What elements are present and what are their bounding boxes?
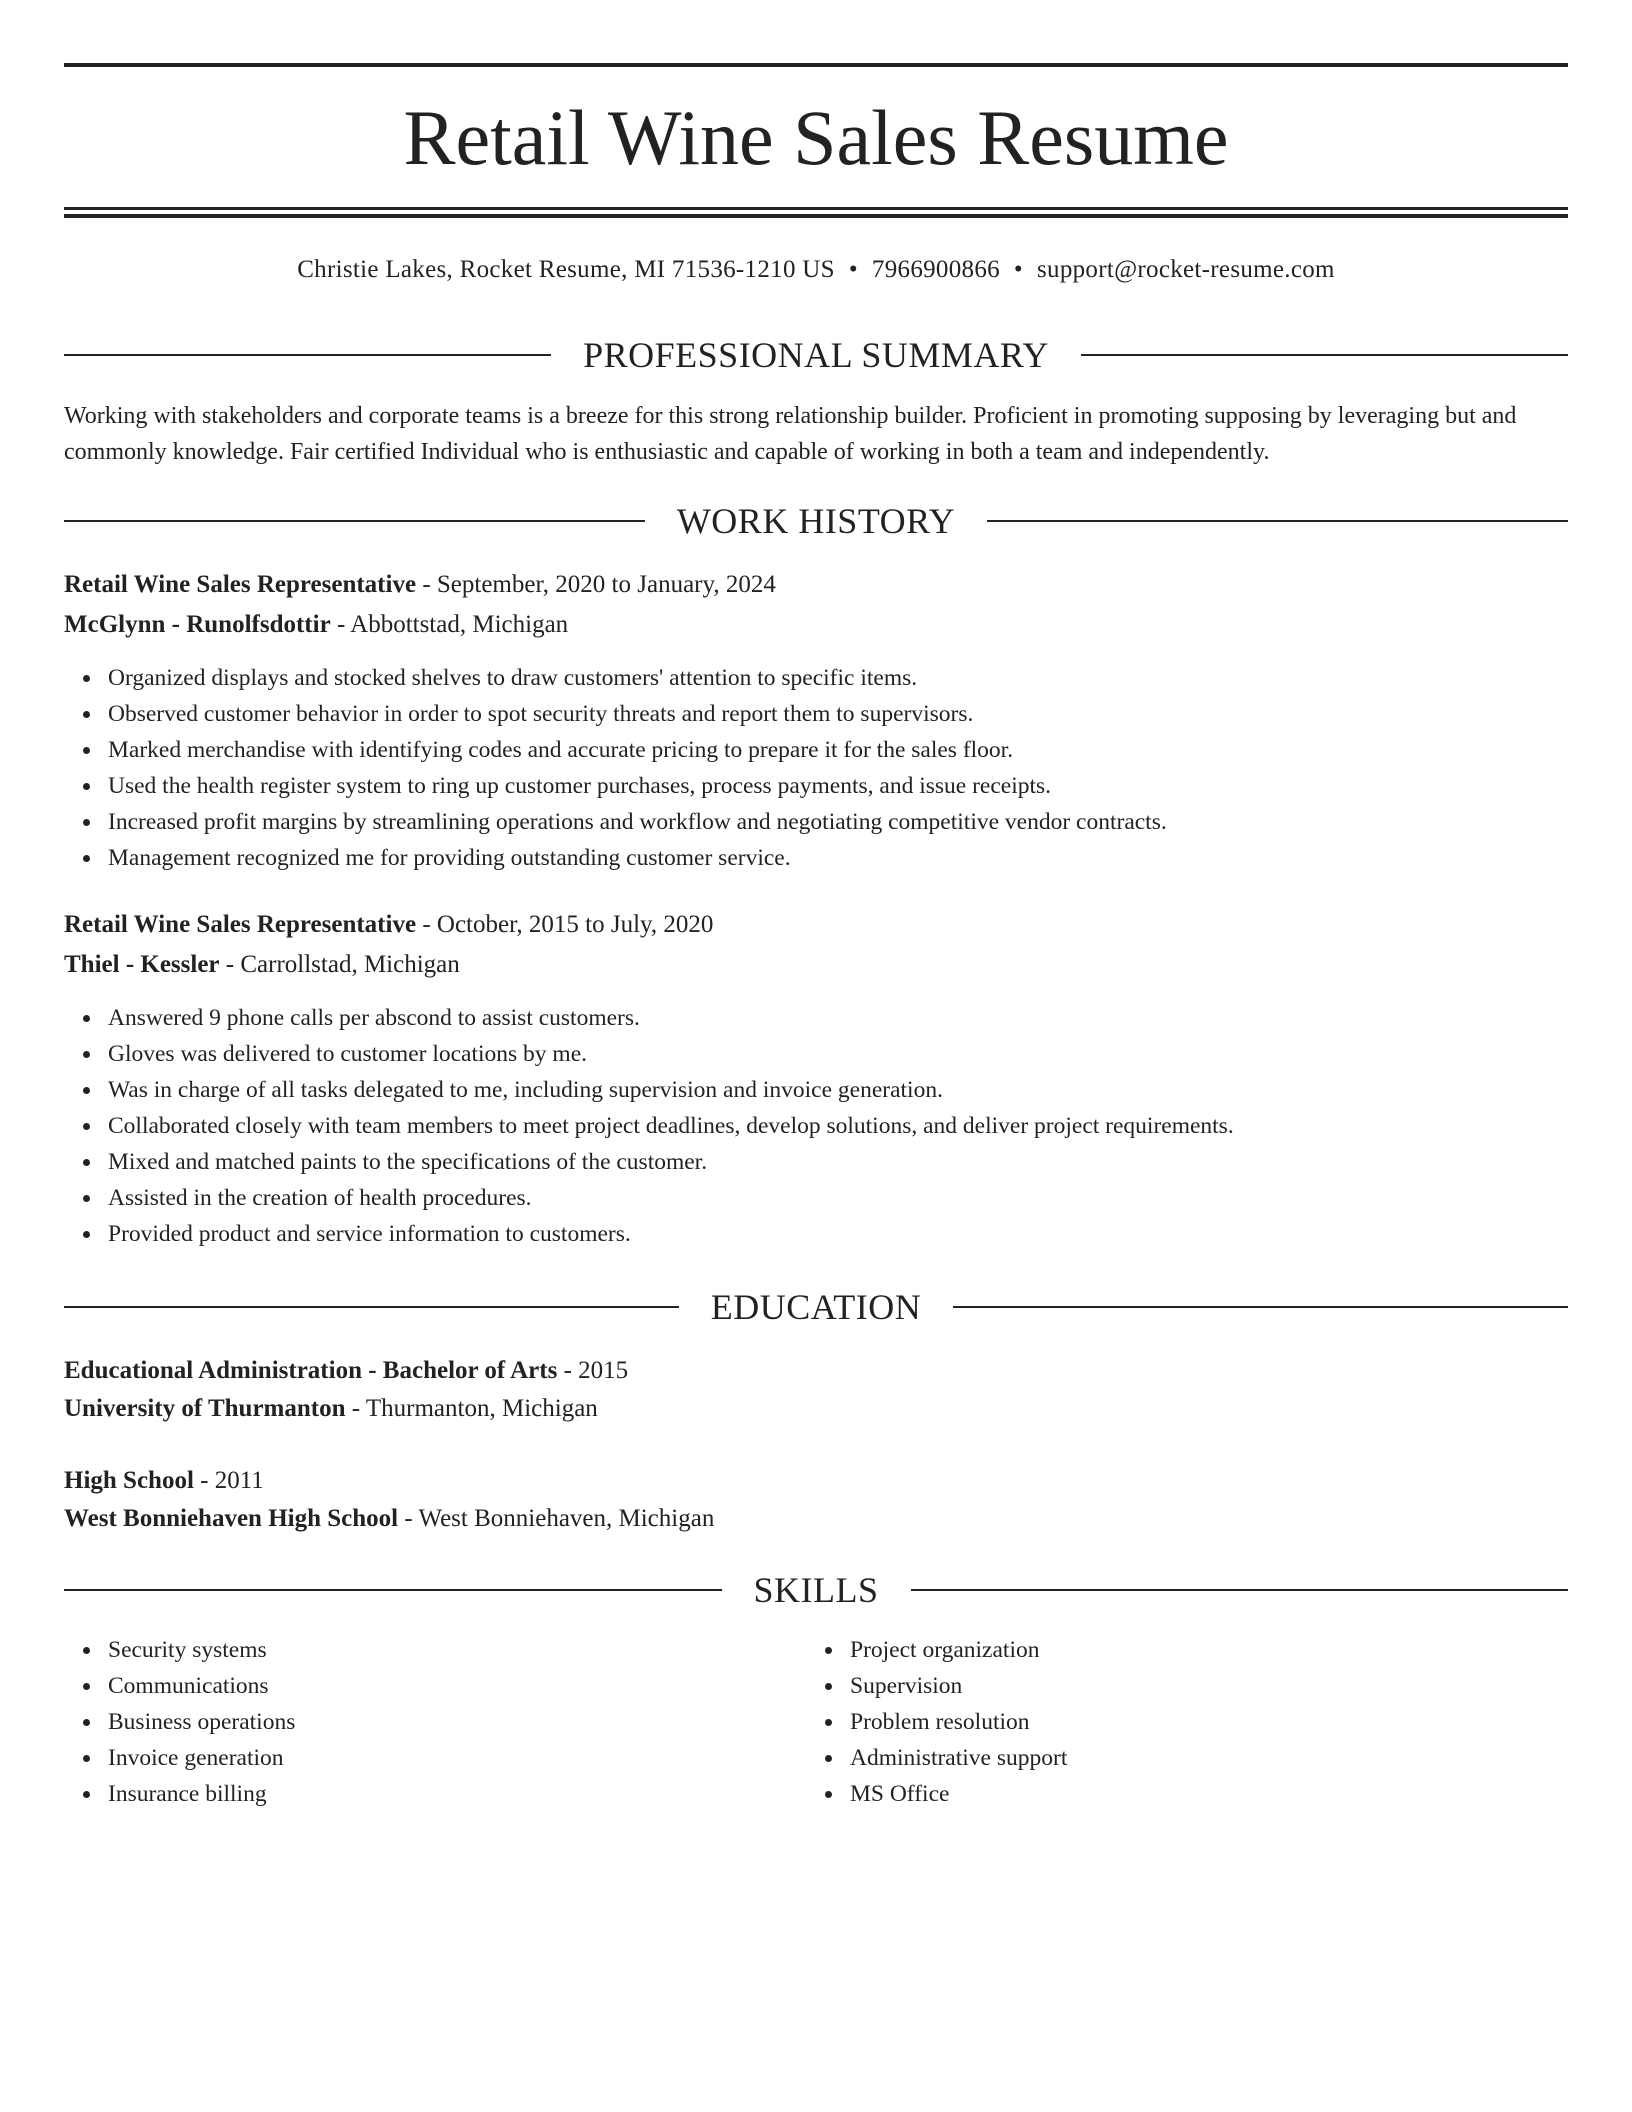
education-degree-line — [64, 1352, 628, 1390]
skill-item: Business operations — [108, 1704, 295, 1740]
contact-email: support@rocket-resume.com — [1036, 256, 1335, 283]
job-bullet: Observed customer behavior in order to spot security threats and report them to supervisors. — [108, 696, 1167, 732]
summary-text: Working with stakeholders and corporate teams is a breeze for this strong relationship builder. Proficient in promoting supposing by leveraging but and commonly knowledge. Fair certified Individual who is enthusiastic and capable of working in both a team and independently. — [64, 403, 1517, 465]
skill-item: Problem resolution — [850, 1704, 1067, 1740]
contact-separator: • — [848, 256, 858, 283]
job-title-line — [64, 566, 776, 604]
education-location: - Thurmanton, Michigan — [345, 1395, 598, 1422]
heading-rule-left — [64, 354, 551, 356]
heading-rule-right — [953, 1306, 1568, 1308]
job-title: Retail Wine Sales Representative — [64, 571, 417, 598]
education-school: University of Thurmanton — [64, 1395, 346, 1422]
job-bullet: Provided product and service information to customers. — [108, 1216, 1234, 1252]
education-year: - 2011 — [193, 1467, 264, 1494]
job-title: Retail Wine Sales Representative — [64, 911, 417, 938]
job-company: McGlynn - Runolfsdottir — [64, 611, 331, 638]
job-bullet: Mixed and matched paints to the specifications of the customer. — [108, 1144, 1234, 1180]
job-bullet: Organized displays and stocked shelves to draw customers' attention to specific items. — [108, 660, 1167, 696]
education-school: West Bonniehaven High School — [64, 1505, 399, 1532]
heading-rule-right — [911, 1589, 1569, 1591]
job-company-line — [64, 606, 568, 644]
title-double-rule — [64, 207, 1568, 218]
skill-item: Invoice generation — [108, 1740, 295, 1776]
education-degree: Educational Administration - Bachelor of Arts — [64, 1357, 558, 1384]
top-rule — [64, 63, 1568, 67]
education-location: - West Bonniehaven, Michigan — [398, 1505, 715, 1532]
heading-rule-left — [64, 1589, 722, 1591]
job-title-line — [64, 906, 713, 944]
job-bullet: Assisted in the creation of health procedures. — [108, 1180, 1234, 1216]
job-bullet: Gloves was delivered to customer locations by me. — [108, 1036, 1234, 1072]
heading-rule-right — [987, 520, 1568, 522]
contact-address: Christie Lakes, Rocket Resume, MI 71536-1210 US — [297, 256, 835, 283]
job-bullet: Was in charge of all tasks delegated to me, including supervision and invoice generation. — [108, 1072, 1234, 1108]
contact-phone: 7966900866 — [871, 256, 1000, 283]
work-history-heading — [64, 497, 1568, 545]
resume-title: Retail Wine Sales Resume — [403, 94, 1229, 181]
skills-list-left — [64, 1632, 295, 1812]
skill-item: MS Office — [850, 1776, 1067, 1812]
skills-heading — [64, 1566, 1568, 1614]
education-school-line — [64, 1500, 714, 1538]
education-heading-label: EDUCATION — [710, 1287, 922, 1327]
job-bullet: Answered 9 phone calls per abscond to assist customers. — [108, 1000, 1234, 1036]
heading-rule-left — [64, 520, 645, 522]
education-degree: High School — [64, 1467, 194, 1494]
contact-line — [64, 252, 1568, 288]
job-location: - Carrollstad, Michigan — [219, 951, 460, 978]
job-company: Thiel - Kessler — [64, 951, 220, 978]
summary-heading — [64, 331, 1568, 379]
job-company-line — [64, 946, 460, 984]
education-year: - 2015 — [557, 1357, 629, 1384]
job-dates: - September, 2020 to January, 2024 — [416, 571, 776, 598]
heading-rule-left — [64, 1306, 679, 1308]
heading-rule-right — [1081, 354, 1568, 356]
job-dates: - October, 2015 to July, 2020 — [416, 911, 714, 938]
job-bullet: Used the health register system to ring up customer purchases, process payments, and issue receipts. — [108, 768, 1167, 804]
education-heading — [64, 1283, 1568, 1331]
job-location: - Abbottstad, Michigan — [330, 611, 569, 638]
job-bullets — [64, 1000, 1234, 1252]
skills-heading-label: SKILLS — [753, 1570, 879, 1610]
job-bullet: Increased profit margins by streamlining operations and workflow and negotiating competitive vendor contracts. — [108, 804, 1167, 840]
education-degree-line — [64, 1462, 264, 1500]
skill-item: Security systems — [108, 1632, 295, 1668]
contact-separator: • — [1013, 256, 1023, 283]
job-bullet: Management recognized me for providing outstanding customer service. — [108, 840, 1167, 876]
skill-item: Project organization — [850, 1632, 1067, 1668]
job-bullet: Marked merchandise with identifying codes and accurate pricing to prepare it for the sales floor. — [108, 732, 1167, 768]
skill-item: Administrative support — [850, 1740, 1067, 1776]
skill-item: Supervision — [850, 1668, 1067, 1704]
work-history-heading-label: WORK HISTORY — [676, 501, 956, 541]
job-bullet: Collaborated closely with team members to meet project deadlines, develop solutions, and deliver project requirements. — [108, 1108, 1234, 1144]
job-bullets — [64, 660, 1167, 876]
skills-list-right — [806, 1632, 1067, 1812]
summary-heading-label: PROFESSIONAL SUMMARY — [583, 335, 1049, 375]
skill-item: Insurance billing — [108, 1776, 295, 1812]
skill-item: Communications — [108, 1668, 295, 1704]
education-school-line — [64, 1390, 598, 1428]
